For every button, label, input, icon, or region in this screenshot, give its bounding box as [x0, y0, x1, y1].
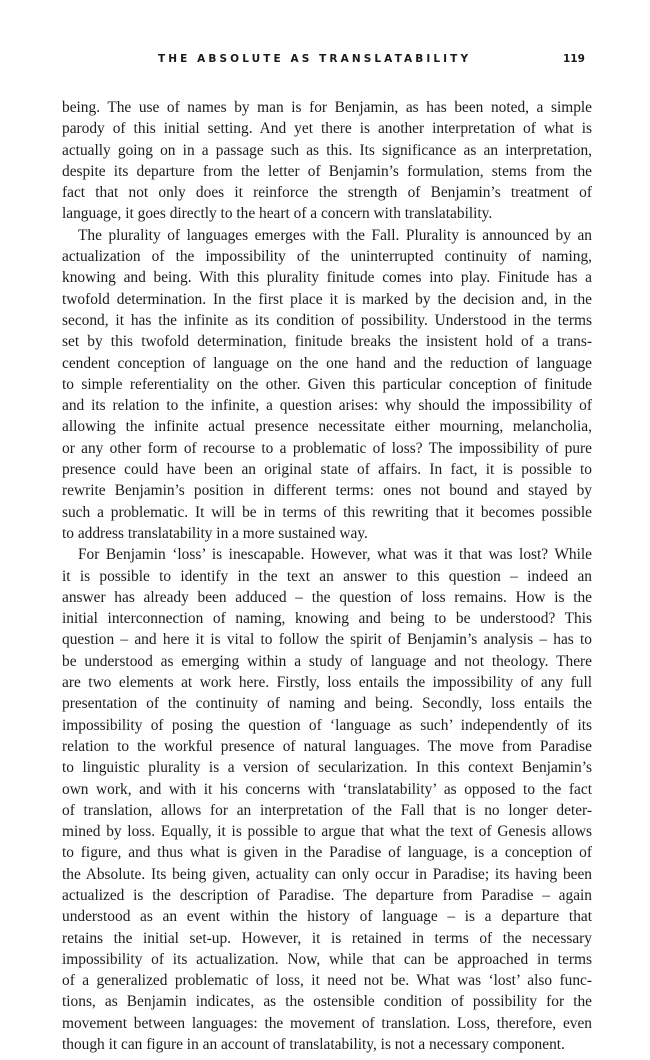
text-line: mined by loss. Equally, it is possible to argue that what the text of Genesis allows: [62, 823, 592, 841]
text-line: being. The use of names by man is for Benjamin, as has been noted, a simple: [62, 99, 592, 116]
text-line: such a problematic. It will be in terms of this rewriting that it becomes possible: [62, 503, 592, 521]
text-line: impossibility of its actualization. Now, while that can be approached in terms: [62, 950, 592, 968]
text-line: tions, as Benjamin indicates, as the ostensible condition of possibility for the: [62, 993, 592, 1011]
text-line: rewrite Benjamin’s position in different terms: ones not bound and stayed by: [62, 482, 592, 500]
text-line: of translation, allows for an interpretation of the Fall that is no longer deter-: [62, 801, 592, 819]
text-line: be understood as emerging within a study of language and not theology. There: [62, 652, 592, 670]
text-line: cendent conception of language on the one hand and the reduction of language: [62, 354, 592, 372]
text-line: presentation of the continuity of naming and being. Secondly, loss entails the: [62, 695, 592, 713]
paragraph: [62, 225, 592, 544]
text-line: to figure, and thus what is given in the Paradise of language, is a conception of: [62, 844, 592, 862]
text-line: initial interconnection of naming, knowing and being to be understood? This: [62, 610, 592, 628]
page-number: 119: [563, 53, 585, 65]
text-line: actualized is the description of Paradise. The departure from Paradise – again: [62, 886, 592, 904]
text-line: impossibility of posing the question of ‘language as such’ independently of its: [62, 716, 592, 734]
page-header: [0, 53, 650, 73]
text-line: set by this twofold determination, finitude breaks the insistent hold of a trans-: [62, 333, 592, 351]
text-line: relation to the workful presence of natural languages. The move from Paradise: [62, 737, 592, 755]
text-line: presence could have been an original state of affairs. In fact, it is possible to: [62, 461, 592, 479]
text-line: second, it has the infinite as its condition of possibility. Understood in the terms: [62, 311, 592, 329]
body-text: [62, 97, 592, 1055]
text-line: language, it goes directly to the heart of a concern with translatability.: [62, 205, 493, 223]
text-line: retains the initial set-up. However, it is retained in terms of the necessary: [62, 929, 592, 947]
text-line: parody of this initial setting. And yet there is another interpretation of what is: [62, 120, 592, 138]
text-line: movement between languages: the movement of translation. Loss, therefore, even: [62, 1014, 592, 1032]
text-line: allowing the infinite actual presence necessitate either mourning, melancholia,: [62, 418, 592, 436]
paragraph: [62, 97, 592, 225]
text-line: to simple referentiality on the other. Given this particular conception of finitude: [62, 375, 592, 393]
text-line: For Benjamin ‘loss’ is inescapable. However, what was it that was lost? While: [78, 546, 592, 564]
text-line: actually going on in a passage such as this. Its significance as an interpretation,: [62, 141, 592, 159]
text-line: it is possible to identify in the text an answer to this question – indeed an: [62, 567, 592, 585]
text-line: actualization of the impossibility of the uninterrupted continuity of naming,: [62, 248, 592, 266]
text-line: to address translatability in a more sustained way.: [62, 524, 368, 542]
text-line: though it can figure in an account of translatability, is not a necessary component.: [62, 1036, 565, 1054]
text-line: and its relation to the infinite, a question arises: why should the impossibility of: [62, 397, 592, 415]
paragraph: [62, 544, 592, 1055]
text-line: the Absolute. Its being given, actuality can only occur in Paradise; its having been: [62, 865, 592, 883]
text-line: understood as an event within the history of language – is a departure that: [62, 908, 592, 926]
text-line: or any other form of recourse to a problematic of loss? The impossibility of pure: [62, 439, 592, 457]
text-line: twofold determination. In the first place it is marked by the decision and, in the: [62, 290, 592, 308]
text-line: despite its departure from the letter of Benjamin’s formulation, stems from the: [62, 162, 592, 180]
text-line: question – and here it is vital to follow the spirit of Benjamin’s analysis – has to: [62, 631, 592, 649]
text-line: knowing and being. With this plurality finitude comes into play. Finitude has a: [62, 269, 592, 287]
running-head: THE ABSOLUTE AS TRANSLATABILITY: [158, 53, 472, 65]
text-line: answer has already been adduced – the question of loss remains. How is the: [62, 588, 592, 606]
text-line: fact that not only does it reinforce the strength of Benjamin’s treatment of: [62, 184, 592, 202]
text-line: are two elements at work here. Firstly, loss entails the impossibility of any full: [62, 674, 592, 692]
text-line: of a generalized problematic of loss, it need not be. What was ‘lost’ also func-: [62, 972, 592, 990]
text-line: to linguistic plurality is a version of secularization. In this context Benjamin’s: [62, 759, 592, 777]
text-line: own work, and with it his concerns with ‘translatability’ as opposed to the fact: [62, 780, 592, 798]
text-line: The plurality of languages emerges with the Fall. Plurality is announced by an: [78, 226, 592, 244]
